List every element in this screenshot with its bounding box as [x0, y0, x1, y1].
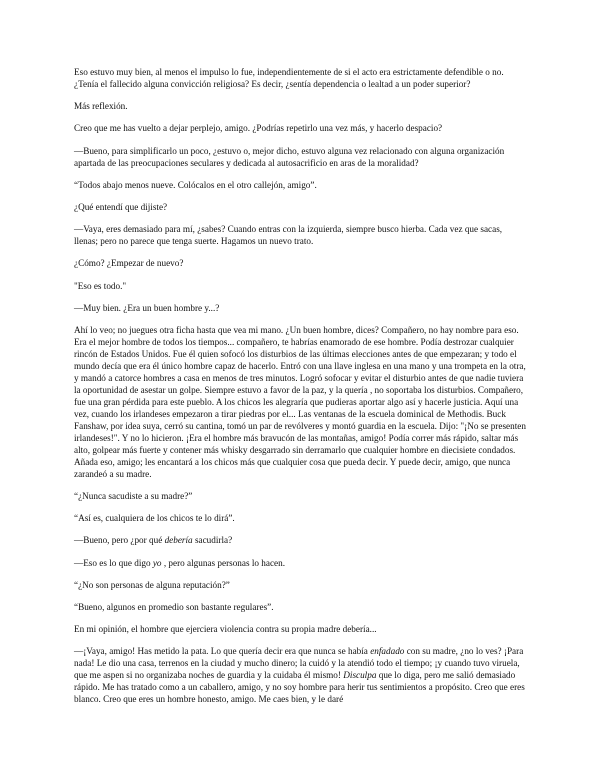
paragraph-text: Más reflexión. [74, 101, 128, 112]
paragraph [74, 579, 526, 591]
paragraph [74, 623, 526, 635]
paragraph [74, 66, 526, 90]
paragraph [74, 601, 526, 613]
paragraph-text: En mi opinión, el hombre que ejerciera violencia contra su propia madre debería... [74, 624, 377, 635]
paragraph-text: —Muy bien. ¿Era un buen hombre y...? [74, 302, 220, 313]
paragraph-text: que lo diga, pero me salió demasiado rápido. Me has tratado como a un caballero, amigo, y no soy hombre para herir tus sentimientos a propósito. Creo que eres blanco. Creo que eres un hombre honesto, amigo. Me caes bien, y le daré [74, 670, 525, 705]
emphasized-text: enfadado [370, 646, 405, 657]
emphasized-text: Disculpa [343, 670, 377, 681]
paragraph-text: —Vaya, eres demasiado para mí, ¿sabes? Cuando entras con la izquierda, siempre busco hierba. Cada vez que sacas, llenas; pero no parece que tenga suerte. Hagamos un nuevo trato. [74, 224, 503, 247]
paragraph-text: ¿Cómo? ¿Empezar de nuevo? [74, 258, 184, 269]
paragraph-text: “Así es, cualquiera de los chicos te lo dirá”. [74, 513, 235, 524]
paragraph-text: “¿Nunca sacudiste a su madre?” [74, 491, 193, 502]
paragraph [74, 280, 526, 292]
paragraph-text: “¿No son personas de alguna reputación?” [74, 579, 230, 590]
paragraph-text: —Eso es lo que digo [74, 557, 153, 568]
paragraph [74, 257, 526, 269]
paragraph-text: Eso estuvo muy bien, al menos el impulso lo fue, independientemente de si el acto era estrictamente defendible o no. ¿Tenía el fallecido alguna convicción religiosa? Es decir, ¿sentía dependencia o lealtad a un poder superior? [74, 67, 504, 89]
paragraph-text: "Eso es todo." [74, 280, 127, 291]
paragraph [74, 557, 526, 569]
paragraph-text: —Bueno, pero ¿por qué [74, 535, 165, 546]
paragraph-text: ¿Qué entendí que dijiste? [74, 201, 168, 212]
paragraph-text: —¡Vaya, amigo! Has metido la pata. Lo que quería decir era que nunca se había [74, 646, 371, 657]
paragraph-text: “Todos abajo menos nueve. Colócalos en el otro callejón, amigo”. [74, 179, 317, 190]
paragraph [74, 223, 526, 247]
paragraph-text: , pero algunas personas lo hacen. [161, 557, 286, 568]
paragraph [74, 534, 526, 546]
paragraph-text: —Bueno, para simplificarlo un poco, ¿estuvo o, mejor dicho, estuvo alguna vez relacionado con alguna organización apartada de las preocupaciones seculares y dedicada al autosacrificio en aras de la moralidad? [74, 145, 505, 168]
paragraph [74, 512, 526, 524]
paragraph [74, 179, 526, 191]
paragraph-text: sacudirla? [192, 535, 233, 546]
emphasized-text: yo [152, 557, 162, 568]
paragraph [74, 490, 526, 502]
paragraph-text: Creo que me has vuelto a dejar perplejo, amigo. ¿Podrías repetirlo una vez más, y hacerlo despacio? [74, 123, 443, 134]
paragraph [74, 201, 526, 213]
paragraph [74, 122, 526, 134]
emphasized-text: debería [164, 535, 193, 546]
paragraph-text: con su madre, ¿no lo ves? ¡Para nada! Le dio una casa, terrenos en la ciudad y mucho dinero; la cuidó y la atendió todo el tiempo; ¡y cuando tuvo viruela, que me aspen si no organizaba noches de guardia y la cuidaba él mismo! [74, 646, 524, 681]
paragraph [74, 645, 526, 705]
paragraph [74, 145, 526, 169]
paragraph [74, 302, 526, 314]
paragraph-text: Ahí lo veo; no juegues otra ficha hasta que vea mi mano. ¿Un buen hombre, dices? Compañero, no hay nombre para eso. Era el mejor hombre de todos los tiempos... compañero, te habrías enamorado de ese hombre. Podía destrozar cualquier rincón de Estados Unidos. Fue él quien sofocó los disturbios de las últimas elecciones antes de que empezaran; y todo el mundo decía que era él único hombre capaz de hacerlo. Entró con una llave inglesa en una mano y una trompeta en la otra, y mandó a catorce hombres a casa en menos de tres minutos. Logró sofocar y evitar el disturbio antes de que nadie tuviera la oportunidad de asestar un golpe. Siempre estuvo a favor de la paz, y la quería , no soportaba los disturbios. Compañero, fue una gran pérdida para este pueblo. A los chicos les alegraría que pudieras aportar algo así y hacerle justicia. Aquí una vez, cuando los irlandeses empezaron a tirar piedras por el... Las ventanas de la escuela dominical de Methodis. Buck Fanshaw, por idea suya, cerró su cantina, tomó un par de revólveres y montó guardia en la escuela. Dijo: "¡No se presenten irlandeses!". Y no lo hicieron. ¡Era el hombre más bravucón de las montañas, amigo! Podía correr más rápido, saltar más alto, golpear más fuerte y contener más whisky desgarrado sin derramarlo que cualquier hombre en diecisiete condados. Añada eso, amigo; les encantará a los chicos más que cualquier cosa que pueda decir. Y puede decir, amigo, que nunca zarandeó a su madre. [74, 324, 526, 479]
paragraph [74, 324, 526, 480]
paragraph [74, 100, 526, 112]
paragraph-text: “Bueno, algunos en promedio son bastante regulares”. [74, 602, 274, 612]
